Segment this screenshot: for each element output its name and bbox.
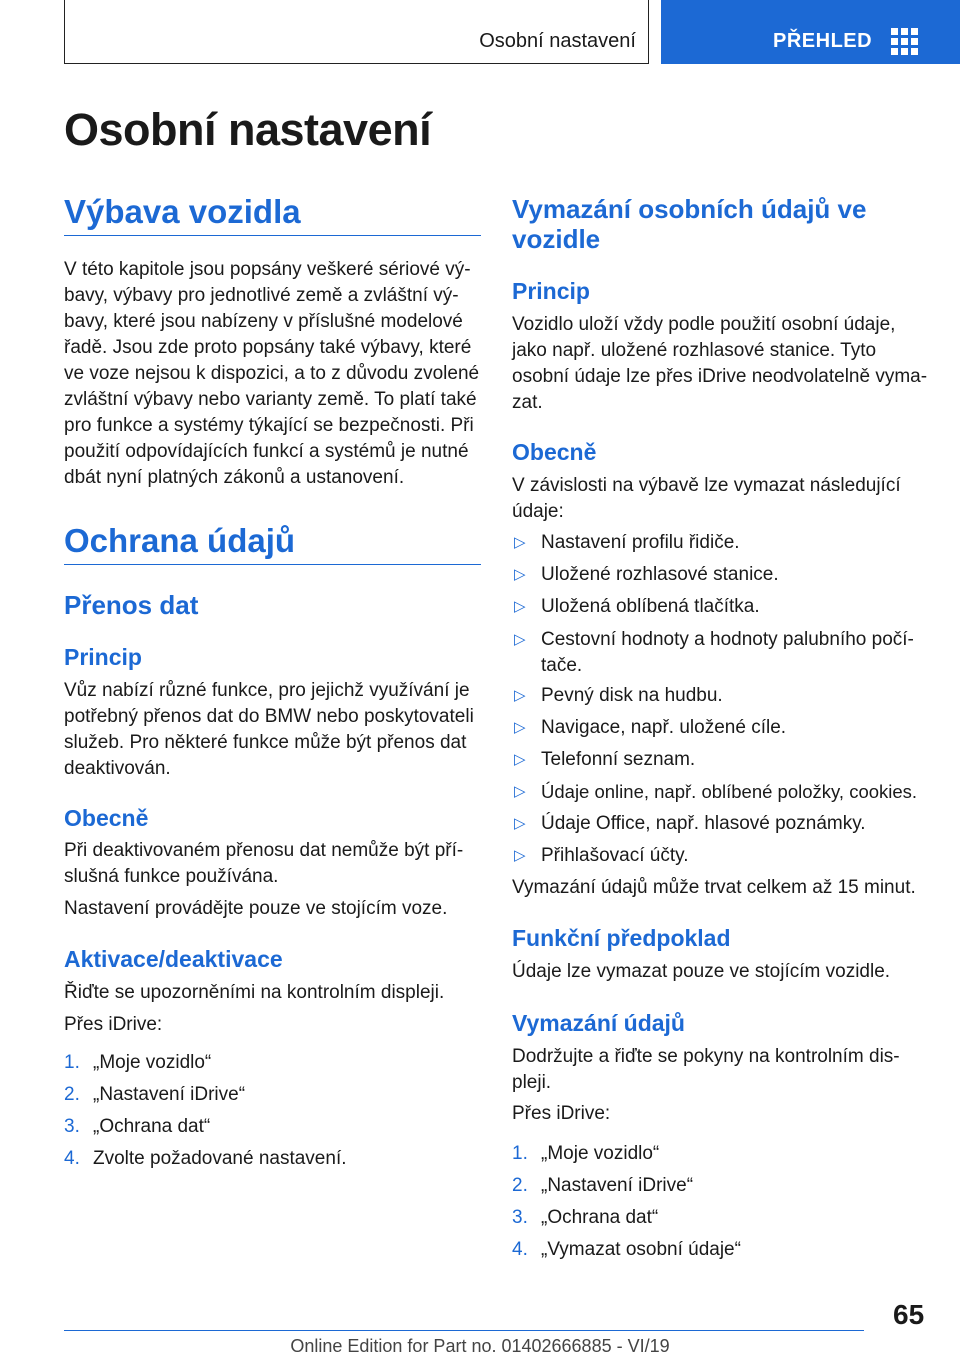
princip-paragraph [512, 312, 932, 416]
heading-vymazani-udaju: Vymazání údajů [512, 1010, 685, 1036]
heading-line: vozidle [512, 224, 601, 254]
text-line: řadě. Jsou zde proto popsány také výbavy, které [64, 337, 472, 358]
text-line: zvláštní výbavy nebo varianty země. To platí také [64, 389, 477, 410]
text-line: Vozidlo uloží vždy podle použití osobní údaje, [512, 314, 896, 335]
text-line: bavy, které jsou nabízeny v příslušné modelové [64, 311, 463, 332]
duration-text: Vymazání údajů může trvat celkem až 15 minut. [512, 877, 916, 898]
bullet-text: Uložené rozhlasové stanice. [541, 564, 779, 585]
footer-rule [64, 1330, 864, 1331]
triangle-bullet-icon: ▷ [514, 783, 526, 800]
step-number: 1. [64, 1052, 80, 1073]
bullet-text: Telefonní seznam. [541, 749, 696, 770]
triangle-bullet-icon: ▷ [514, 815, 526, 832]
step-text: Zvolte požadované nastavení. [93, 1148, 347, 1169]
heading-princip: Princip [512, 278, 590, 304]
text-line: potřebný přenos dat do BMW nebo poskytovateli [64, 706, 474, 727]
text-line: Při deaktivovaném přenosu dat nemůže být pří- [64, 840, 464, 861]
obecne-paragraph [64, 838, 484, 890]
heading-rule [64, 564, 481, 565]
text-line: Vůz nabízí různé funkce, pro jejichž využívání je [64, 680, 470, 701]
heading-obecne: Obecně [512, 439, 597, 465]
triangle-bullet-icon: ▷ [514, 687, 526, 704]
bullet-text: Nastavení profilu řidiče. [541, 532, 740, 553]
bullet-text-line: Cestovní hodnoty a hodnoty palubního počí- [541, 629, 914, 650]
via-idrive-label: Přes iDrive: [512, 1103, 611, 1124]
text-line: dbát nyní platných zákonů a ustanovení. [64, 467, 405, 488]
bullet-text: Uložená oblíbená tlačítka. [541, 596, 760, 617]
triangle-bullet-icon: ▷ [514, 598, 526, 615]
text-line: jako např. uložené rozhlasové stanice. Tyto [512, 340, 877, 361]
heading-vybava: Výbava vozidla [64, 193, 301, 230]
grid-icon [891, 28, 919, 54]
step-number: 4. [512, 1239, 528, 1260]
step-number: 2. [64, 1084, 80, 1105]
text-line: deaktivován. [64, 758, 171, 779]
heading-funkcni-predpoklad: Funkční předpoklad [512, 925, 731, 951]
text-line: bavy, výbavy pro jednotlivé země a zvláštní vý- [64, 285, 459, 306]
step-text: „Moje vozidlo“ [541, 1143, 660, 1164]
overview-button[interactable] [661, 0, 960, 64]
bullet-text: Pevný disk na hudbu. [541, 685, 723, 706]
step-text: „Nastavení iDrive“ [541, 1175, 694, 1196]
text-line: údaje: [512, 501, 564, 522]
heading-princip: Princip [64, 644, 142, 670]
text-line: osobní údaje lze přes iDrive neodvolatelně vyma- [512, 366, 928, 387]
text-line: pro funkce a systémy týkající se bezpečnosti. Při [64, 415, 474, 436]
text-line: zat. [512, 392, 543, 413]
text-line: slušná funkce používána. [64, 866, 279, 887]
step-number: 3. [64, 1116, 80, 1137]
bullet-text [541, 627, 927, 679]
page-header [64, 0, 960, 64]
text-line: Dodržujte a řiďte se pokyny na kontrolním dis- [512, 1046, 900, 1067]
section-tab[interactable] [64, 0, 649, 64]
bullet-text: Přihlašovací účty. [541, 845, 689, 866]
edition-footer: Online Edition for Part no. 01402666885 - VI/19 [290, 1336, 670, 1356]
text-line: služeb. Pro některé funkce může být přenos dat [64, 732, 467, 753]
text-line: V závislosti na výbavě lze vymazat následující [512, 475, 901, 496]
page-title: Osobní nastavení [64, 104, 432, 155]
heading-rule [64, 235, 481, 236]
princip-paragraph [64, 678, 484, 782]
bullet-text: Údaje online, např. oblíbené položky, cookies. [541, 781, 918, 802]
bullet-text: Údaje Office, např. hlasové poznámky. [541, 813, 866, 834]
section-label: Osobní nastavení [479, 30, 636, 52]
page-number: 65 [893, 1299, 925, 1330]
text-line: V této kapitole jsou popsány veškeré sériové vý- [64, 259, 471, 280]
step-text: „Vymazat osobní údaje“ [541, 1239, 741, 1260]
bullet-text: Navigace, např. uložené cíle. [541, 717, 787, 738]
triangle-bullet-icon: ▷ [514, 719, 526, 736]
step-text: „Moje vozidlo“ [93, 1052, 212, 1073]
overview-label: PŘEHLED [773, 30, 873, 52]
step-number: 2. [512, 1175, 528, 1196]
via-idrive-label: Přes iDrive: [64, 1014, 163, 1035]
text-line: pleji. [512, 1072, 552, 1093]
triangle-bullet-icon: ▷ [514, 847, 526, 864]
bullet-item [512, 627, 927, 679]
vybava-paragraph [64, 257, 484, 491]
triangle-bullet-icon: ▷ [514, 751, 526, 768]
text-line: použití odpovídajících funkcí a systémů je nutné [64, 441, 469, 462]
heading-obecne: Obecně [64, 805, 149, 831]
heading-line: Vymazání osobních údajů ve [512, 194, 867, 224]
text-line: ve voze nejsou k dispozici, a to z důvodu zvolené [64, 363, 480, 384]
obecne-note: Nastavení provádějte pouze ve stojícím voze. [64, 898, 448, 919]
heading-vymazani-osobnich-udaju [512, 194, 866, 254]
aktivace-text: Řiďte se upozorněními na kontrolním displeji. [64, 982, 445, 1003]
heading-prenos-dat: Přenos dat [64, 590, 199, 620]
heading-aktivace: Aktivace/deaktivace [64, 946, 283, 972]
triangle-bullet-icon: ▷ [514, 566, 526, 583]
triangle-bullet-icon: ▷ [514, 534, 526, 551]
step-text: „Ochrana dat“ [541, 1207, 659, 1228]
step-text: „Nastavení iDrive“ [93, 1084, 246, 1105]
predpoklad-text: Údaje lze vymazat pouze ve stojícím vozidle. [512, 961, 891, 982]
step-text: „Ochrana dat“ [93, 1116, 211, 1137]
bullet-text-line: tače. [541, 655, 583, 676]
step-number: 1. [512, 1143, 528, 1164]
triangle-bullet-icon: ▷ [514, 631, 526, 648]
heading-ochrana: Ochrana údajů [64, 522, 296, 559]
obecne-paragraph [512, 473, 932, 525]
step-number: 4. [64, 1148, 80, 1169]
step-number: 3. [512, 1207, 528, 1228]
vymazani-udaju-paragraph [512, 1044, 932, 1096]
